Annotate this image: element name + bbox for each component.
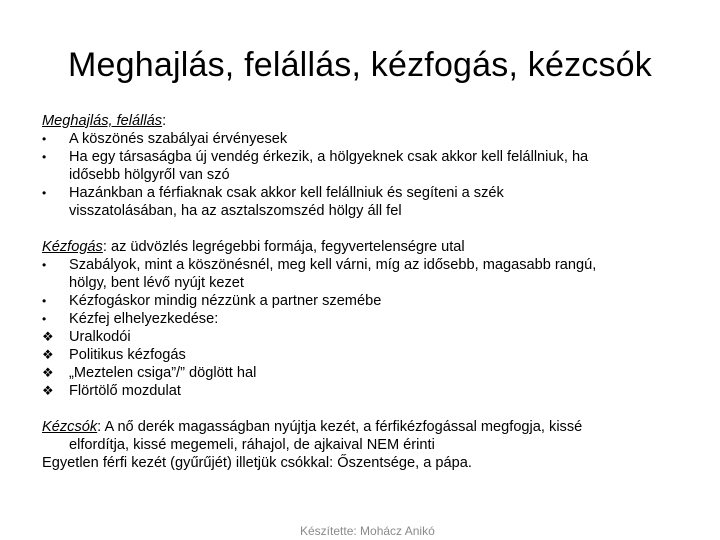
bullet-dot-icon: • (42, 312, 47, 326)
list-item-text: Politikus kézfogás (69, 347, 186, 363)
section-heading-kezfogas (42, 238, 682, 256)
bullet-diamond-icon: ❖ (42, 329, 54, 344)
slide-title: Meghajlás, felállás, kézfogás, kézcsók (68, 46, 652, 84)
spacer (42, 400, 682, 418)
paragraph-line: elfordítja, kissé megemeli, ráhajol, de ajkaival NEM érinti (69, 437, 435, 453)
list-item (42, 364, 682, 382)
heading-text: Kézfogás (42, 239, 103, 255)
heading-text: Kézcsók (42, 419, 98, 435)
bullet-diamond-icon: ❖ (42, 347, 54, 362)
footer-credit: Készítette: Mohácz Anikó (300, 524, 435, 538)
spacer (42, 220, 682, 238)
list-item (42, 148, 682, 184)
bullet-diamond-icon: ❖ (42, 365, 54, 380)
section-heading-kezcsok (42, 418, 682, 436)
list-item-text-block (69, 184, 682, 220)
section-heading-meghajlas (42, 112, 682, 130)
list-item-text: hölgy, bent lévő nyújt kezet (69, 275, 244, 291)
list-item-text: Flörtölő mozdulat (69, 383, 181, 399)
list-item-text: Ha egy társaságba új vendég érkezik, a hölgyeknek csak akkor kell felállniuk, ha (69, 149, 589, 165)
list-item (42, 310, 682, 328)
list-item-text: visszatolásában, ha az asztalszomszéd hölgy áll fel (69, 203, 402, 219)
list-item-text: idősebb hölgyről van szó (69, 167, 230, 183)
list-item-text: Kézfogáskor mindig nézzünk a partner szemébe (69, 293, 382, 309)
bullet-dot-icon: • (42, 186, 47, 200)
bullet-dot-icon: • (42, 150, 47, 164)
list-item-text: A köszönés szabályai érvényesek (69, 131, 288, 147)
paragraph-line: Egyetlen férfi kezét (gyűrűjét) illetjük csókkal: Őszentsége, a pápa. (42, 455, 472, 471)
list-item (42, 382, 682, 400)
bullet-dot-icon: • (42, 258, 47, 272)
list-item (42, 346, 682, 364)
heading-suffix: : A nő derék magasságban nyújtja kezét, a férfikézfogással megfogja, kissé (97, 419, 583, 435)
bullet-diamond-icon: ❖ (42, 383, 54, 398)
list-item-text-block (69, 256, 682, 292)
heading-suffix: : az üdvözlés legrégebbi formája, fegyvertelenségre utal (102, 239, 465, 255)
list-item-text: Kézfej elhelyezkedése: (69, 311, 219, 327)
bullet-dot-icon: • (42, 132, 47, 146)
list-item-text: Hazánkban a férfiaknak csak akkor kell felállniuk és segíteni a szék (69, 185, 504, 201)
list-item-text: „Meztelen csiga”/” döglött hal (69, 365, 257, 381)
slide-body (42, 112, 682, 472)
heading-text: Meghajlás, felállás (42, 113, 163, 129)
list-item-text: Szabályok, mint a köszönésnél, meg kell várni, míg az idősebb, magasabb rangú, (69, 257, 597, 273)
list-item-text-block (69, 148, 682, 184)
list-item (42, 184, 682, 220)
list-item (42, 130, 682, 148)
list-item (42, 256, 682, 292)
list-item (42, 292, 682, 310)
bullet-dot-icon: • (42, 294, 47, 308)
list-item-text: Uralkodói (69, 329, 131, 345)
heading-suffix: : (162, 113, 167, 129)
list-item (42, 328, 682, 346)
